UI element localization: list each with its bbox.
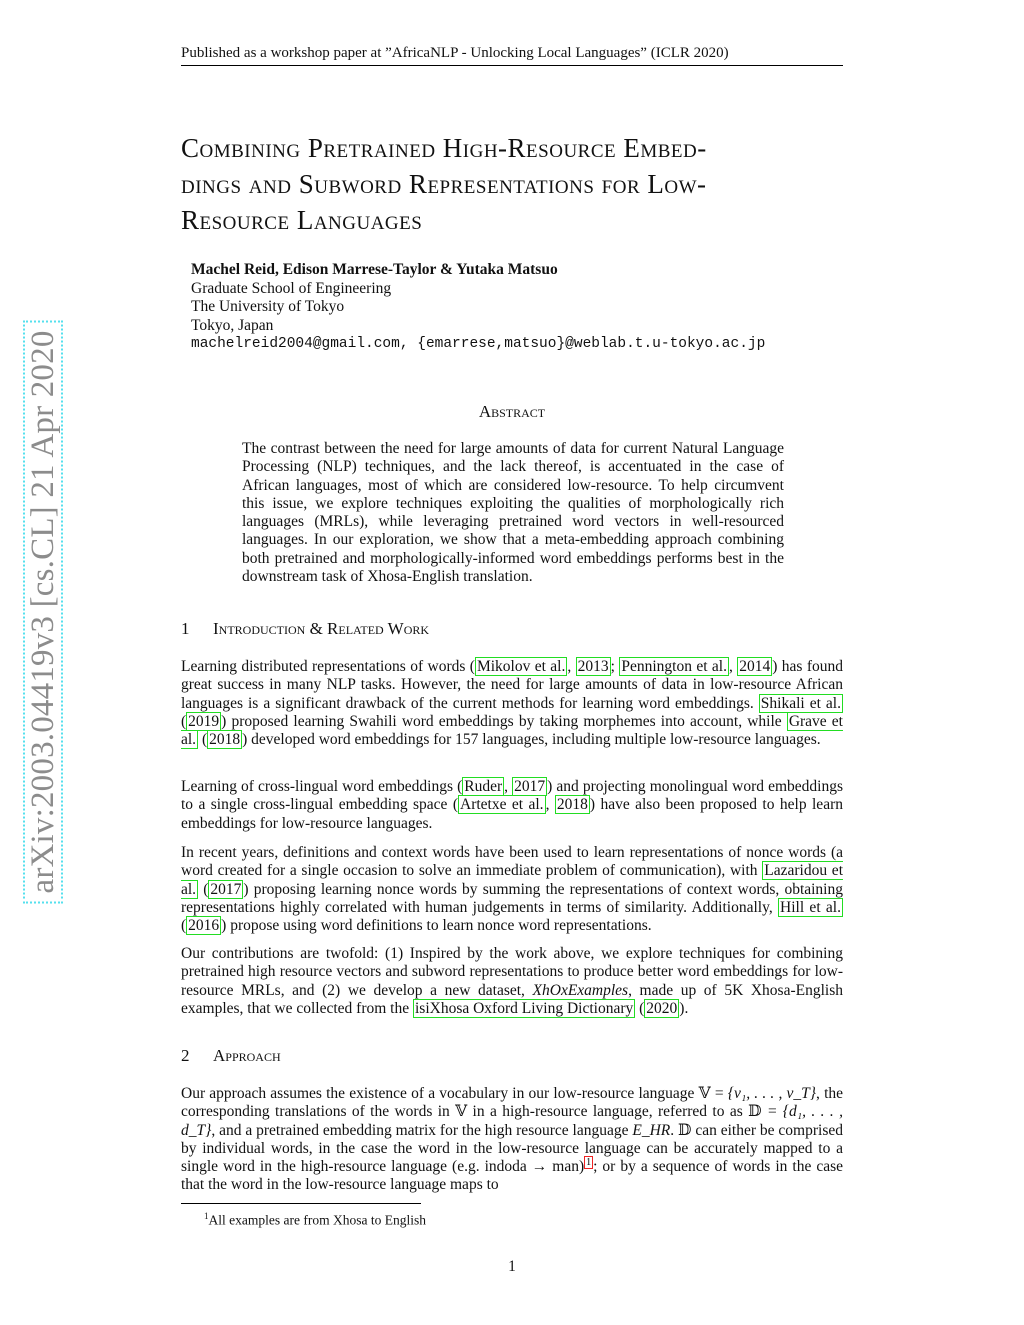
header-rule [181, 65, 843, 66]
citation-year-link[interactable]: 2017 [210, 880, 242, 898]
affiliation-university: The University of Tokyo [191, 298, 345, 315]
citation-link[interactable]: Hill et al. [780, 898, 841, 916]
section-1-number: 1 [181, 619, 190, 638]
footnote-mark: 1 [204, 1211, 209, 1221]
math-vocabulary-set: {v₁, . . . , v_T} [727, 1085, 817, 1102]
title-line-3: Resource Languages [181, 205, 423, 235]
author-emails[interactable]: machelreid2004@gmail.com, {emarrese,matsuo}@weblab.t.u-tokyo.ac.jp [191, 336, 766, 352]
affiliation-school: Graduate School of Engineering [191, 279, 392, 297]
dataset-name: XhOxExamples [532, 981, 629, 999]
running-header: Published as a workshop paper at ”AfricaNLP - Unlocking Local Languages” (ICLR 2020) [181, 45, 729, 61]
title-line-1: Combining Pretrained High-Resource Embed- [181, 133, 707, 163]
intro-paragraph-3: In recent years, definitions and context words have been used to learn representations of nonce words (a word created for a single occasion to solve an immediate problem of communication), with Lazaridou et al. ( 2017 ) proposing learning nonce words by summing the representations of context words, obtaining representations highly correlated with human judgements in terms of similarity. Additionally, Hill et al. ( 2016 ) propose using word definitions to learn nonce word representations. [181, 844, 843, 935]
section-1-title: Introduction & Related Work [213, 619, 430, 638]
footnote [204, 1208, 804, 1229]
citation-link[interactable]: Artetxe et al. [460, 796, 544, 814]
citation-link[interactable]: Shikali et al. [760, 694, 841, 712]
intro-paragraph-2: Learning of cross-lingual word embeddings ( Ruder , 2017 ) and projecting monolingual word embeddings to a single cross-lingual embedding space ( Artetxe et al. , 2018 ) have also been proposed to help learn embeddings for low-resource languages. [181, 778, 844, 832]
citation-year-link[interactable]: 2019 [188, 712, 220, 730]
footnote-reference-link[interactable]: 1 [586, 1157, 592, 1169]
intro-paragraph-4: Our contributions are twofold: (1) Inspired by the work above, we explore techniques for combining pretrained high resource vectors and subword representations to produce better word embeddings for low-resource MRLs, and (2) we develop a new dataset, XhOxExamples, made up of 5K Xhosa-English examples, that we collected from the isiXhosa Oxford Living Dictionary ( 2020 ). [181, 945, 843, 1017]
math-embedding-matrix: E_HR [632, 1121, 671, 1139]
section-2-title: Approach [213, 1046, 281, 1065]
citation-year-link[interactable]: 2013 [577, 658, 609, 675]
citation-year-link[interactable]: 2017 [514, 778, 546, 795]
citation-link[interactable]: isiXhosa Oxford Living Dictionary [414, 999, 634, 1017]
approach-paragraph-1: Our approach assumes the existence of a vocabulary in our low-resource language 𝕍 = {v₁, . . . , v_T}, the corresponding translations of the words in 𝕍 in a high-resource language, referred to as 𝔻 = {d₁, . . . , d_T}, and a pretrained embedding matrix for the high resource language E_HR. 𝔻 can either be comprised by individual words, in the case the word in the low-resource language can be accurately mapped to a single word in the high-resource language (e.g. indoda → man) $^1$ ; or by a sequence of words in the case that the word in the low-resource language maps to [181, 1085, 844, 1194]
paper-title [181, 130, 851, 238]
math-symbol-d: 𝔻 [678, 1121, 692, 1139]
citation-year-link[interactable]: 2018 [556, 796, 588, 814]
section-1-heading [181, 619, 843, 639]
citation-year-link[interactable]: 2016 [188, 917, 220, 935]
title-line-2: dings and Subword Representations for Low- [181, 169, 707, 199]
citation-year-link[interactable]: 2018 [209, 731, 241, 749]
arxiv-stamp-text[interactable]: arXiv:2003.04419v3 [cs.CL] 21 Apr 2020 [23, 320, 63, 903]
citation-year-link[interactable]: 2020 [646, 999, 678, 1017]
section-2-number: 2 [181, 1046, 190, 1065]
citation-link[interactable]: Ruder [464, 778, 503, 795]
citation-year-link[interactable]: 2014 [739, 658, 771, 675]
page-number: 1 [508, 1258, 516, 1275]
math-symbol-d: 𝔻 [748, 1103, 762, 1121]
abstract-text: The contrast between the need for large amounts of data for current Natural Language Processing (NLP) techniques, and the lack thereof, is accentuated in the case of African languages, most of which are considered low-resource. To help circumvent this issue, we explore techniques exploiting the qualities of morphologically rich languages (MRLs), while leveraging pretrained word vectors in well-resourced languages. In our exploration, we show that a meta-embedding approach combining both pretrained and morphologically-informed word embeddings performs best in the downstream task of Xhosa-English translation. [242, 440, 784, 586]
author-names: Machel Reid, Edison Marrese-Taylor & Yutaka Matsuo [191, 261, 558, 278]
footnote-text: All examples are from Xhosa to English [208, 1212, 426, 1228]
math-symbol-v: 𝕍 [698, 1085, 711, 1102]
citation-link[interactable]: Pennington et al. [621, 658, 727, 675]
footnote-rule [181, 1203, 421, 1204]
section-2-heading [181, 1046, 843, 1066]
intro-paragraph-1: Learning distributed representations of words ( Mikolov et al. , 2013 ; Pennington et al. , 2014 ) has found great success in many NLP tasks. However, the need for large amounts of data in low-resource African languages is a significant drawback of the current methods for learning word embeddings. Shikali et al. ( 2019 ) proposed learning Swahili word embeddings by taking morphemes into account, while Grave et al. ( 2018 ) developed word embeddings for 157 languages, including multiple low-resource languages. [181, 658, 844, 749]
author-block [191, 261, 851, 354]
math-translation-set: = {d₁, . . . , d_T} [181, 1103, 843, 1139]
citation-link[interactable]: Mikolov et al. [476, 658, 566, 675]
abstract-heading: Abstract [478, 402, 546, 421]
citation-link[interactable]: Lazaridou et al. [181, 862, 843, 898]
affiliation-location: Tokyo, Japan [191, 316, 274, 334]
citation-link[interactable]: Grave et al. [181, 712, 843, 749]
math-symbol-v: 𝕍 [455, 1103, 468, 1121]
